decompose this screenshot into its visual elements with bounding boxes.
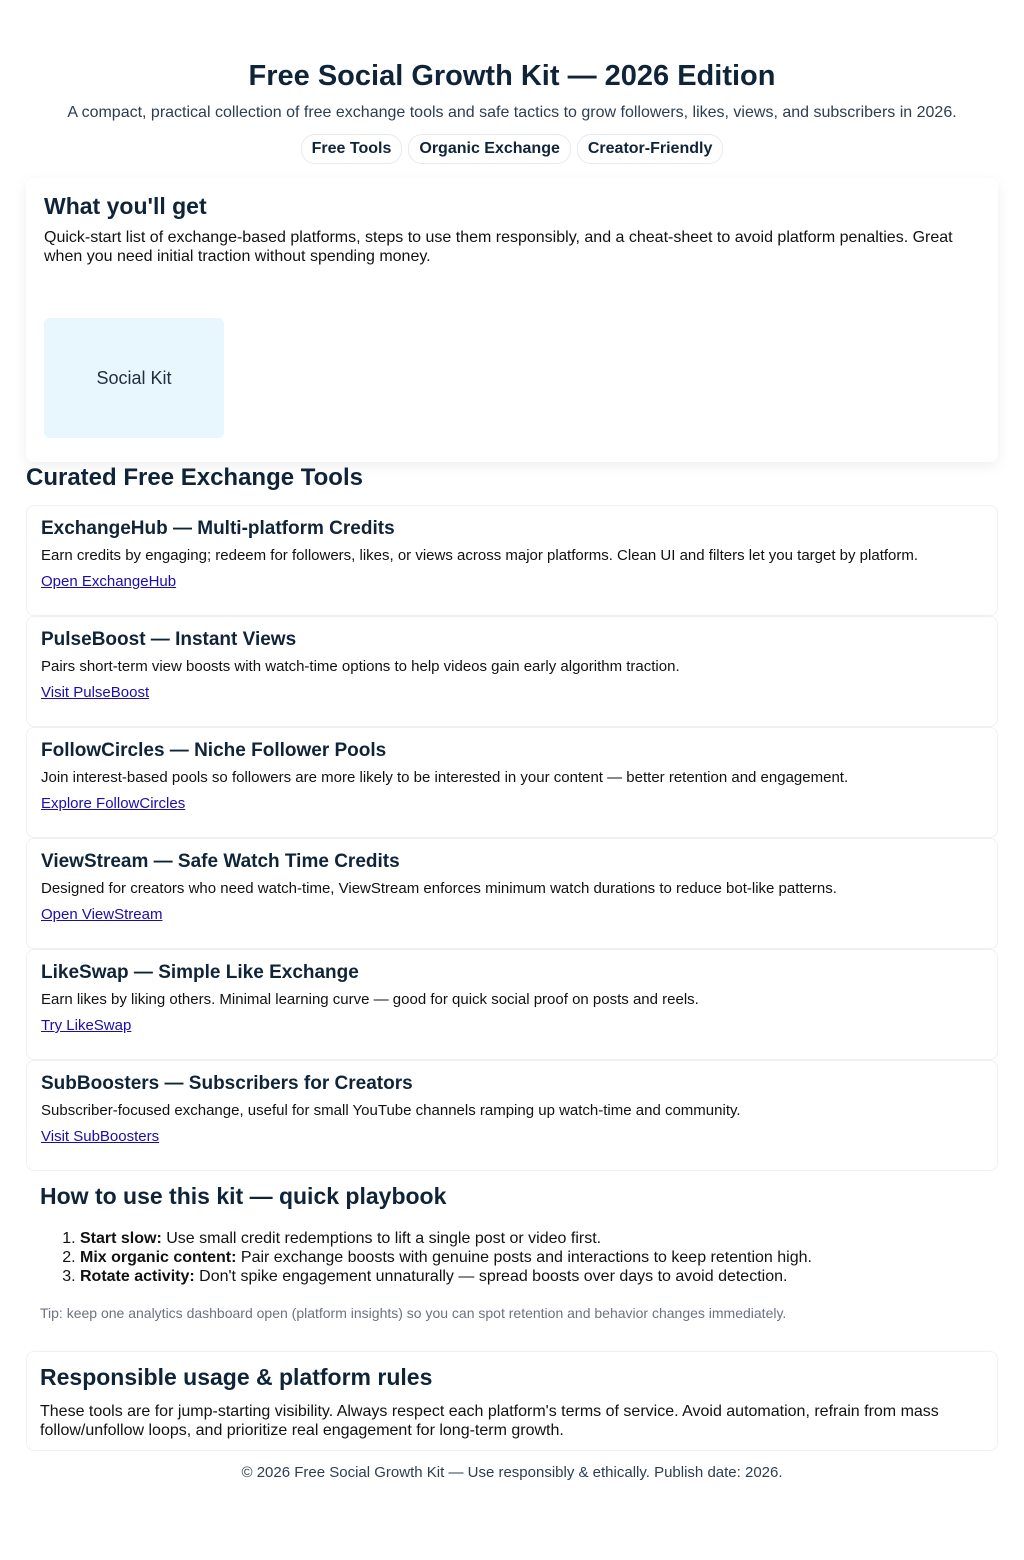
open-exchangehub-link[interactable]: Open ExchangeHub [41,573,177,590]
intro-title: What you'll get [44,193,207,219]
tools-list [26,505,998,1171]
tool-card-likeswap [26,949,998,1060]
step-label: Mix organic content: [80,1249,237,1266]
step-label: Rotate activity: [80,1268,195,1285]
tool-description: Earn credits by engaging; redeem for followers, likes, or views across major platforms. Clean UI and filters let you target by platform. [41,547,919,564]
step-text: Pair exchange boosts with genuine posts and interactions to keep retention high. [236,1249,812,1266]
intro-card [26,178,998,462]
rules-card [26,1351,998,1451]
tool-card-pulseboost [26,616,998,727]
tool-description: Designed for creators who need watch-time, ViewStream enforces minimum watch durations to reduce bot-like patterns. [41,880,837,897]
open-viewstream-link[interactable]: Open ViewStream [41,906,163,923]
page-title: Free Social Growth Kit — 2026 Edition [248,60,776,92]
playbook-section [40,1180,990,1322]
step-label: Start slow: [80,1230,162,1247]
badge-row [0,134,1024,164]
playbook-steps [40,1229,990,1286]
tool-name: ExchangeHub — Multi-platform Credits [41,518,395,539]
step-text: Use small credit redemptions to lift a single post or video first. [161,1230,602,1247]
tool-card-followcircles [26,727,998,838]
step-text: Don't spike engagement unnaturally — spread boosts over days to avoid detection. [194,1268,788,1285]
social-kit-label: Social Kit [96,367,172,388]
tool-name: SubBoosters — Subscribers for Creators [41,1073,413,1094]
page-footer: © 2026 Free Social Growth Kit — Use responsibly & ethically. Publish date: 2026. [241,1464,783,1481]
tool-name: ViewStream — Safe Watch Time Credits [41,851,400,872]
badge-organic-exchange: Organic Exchange [408,134,571,164]
badge-creator-friendly: Creator-Friendly [577,134,723,164]
playbook-step [80,1267,990,1286]
playbook-step [80,1229,990,1248]
tool-name: FollowCircles — Niche Follower Pools [41,740,387,761]
playbook-title: How to use this kit — quick playbook [40,1183,447,1209]
badge-free-tools: Free Tools [301,134,403,164]
rules-title: Responsible usage & platform rules [40,1364,433,1390]
tool-description: Join interest-based pools so followers are more likely to be interested in your content — better retention and engagement. [41,769,849,786]
rules-text: These tools are for jump-starting visibility. Always respect each platform's terms of service. Avoid automation, refrain from mass follow/unfollow loops, and prioritize real engagement for long-term growth. [40,1403,939,1439]
try-likeswap-link[interactable]: Try LikeSwap [41,1017,132,1034]
page-subtitle: A compact, practical collection of free exchange tools and safe tactics to grow followers, likes, views, and subscribers in 2026. [67,104,957,121]
intro-text: Quick-start list of exchange-based platforms, steps to use them responsibly, and a cheat-sheet to avoid platform penalties. Great when you need initial traction without spending money. [44,229,953,265]
playbook-step [80,1248,990,1267]
visit-pulseboost-link[interactable]: Visit PulseBoost [41,684,150,701]
tool-card-exchangehub [26,505,998,616]
visit-subboosters-link[interactable]: Visit SubBoosters [41,1128,160,1145]
tool-description: Subscriber-focused exchange, useful for small YouTube channels ramping up watch-time and community. [41,1102,741,1119]
tool-name: PulseBoost — Instant Views [41,629,297,650]
tool-description: Earn likes by liking others. Minimal learning curve — good for quick social proof on posts and reels. [41,991,699,1008]
tool-card-viewstream [26,838,998,949]
page-header [0,0,1024,164]
tool-card-subboosters [26,1060,998,1171]
tool-name: LikeSwap — Simple Like Exchange [41,962,359,983]
tool-description: Pairs short-term view boosts with watch-time options to help videos gain early algorithm traction. [41,658,680,675]
social-kit-image [44,318,224,438]
playbook-tip: Tip: keep one analytics dashboard open (platform insights) so you can spot retention and behavior changes immediately. [40,1305,787,1321]
tools-heading: Curated Free Exchange Tools [26,464,363,491]
explore-followcircles-link[interactable]: Explore FollowCircles [41,795,186,812]
